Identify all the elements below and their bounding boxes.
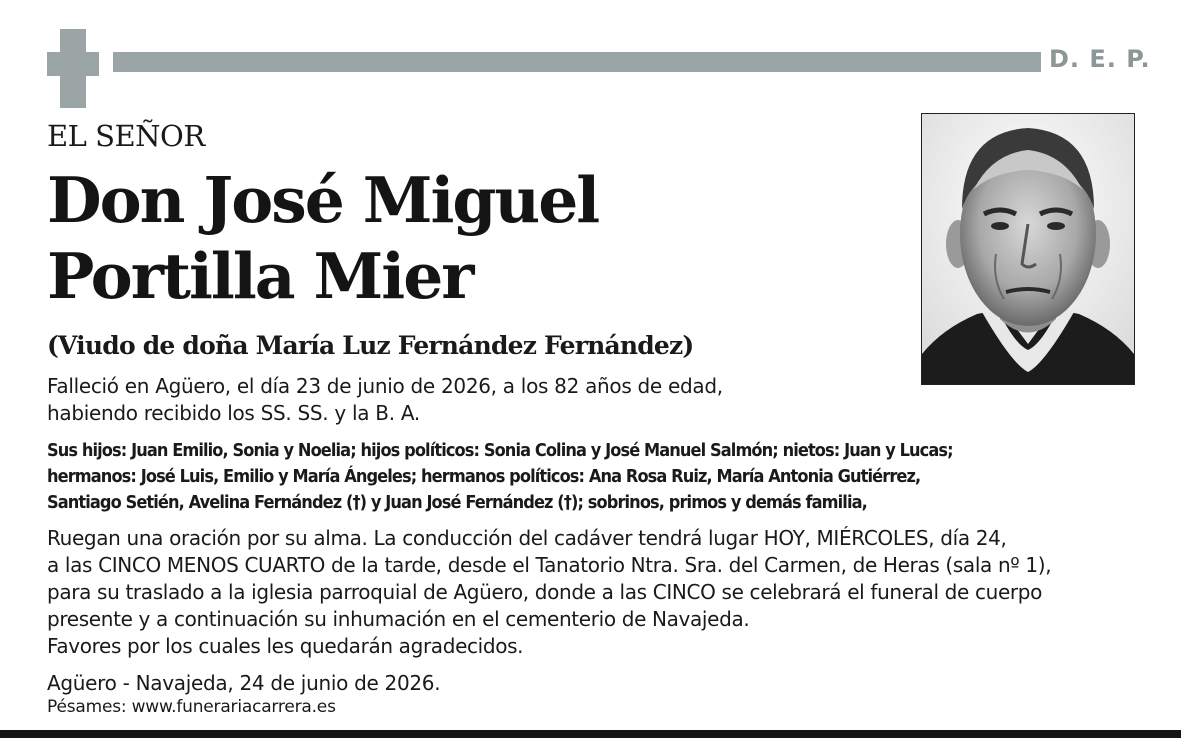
- service-line-1: Ruegan una oración por su alma. La conducción del cadáver tendrá lugar HOY, MIÉRCOLES, día 24,: [47, 526, 1007, 550]
- honorific: EL SEÑOR: [47, 119, 205, 153]
- family-line-1: Sus hijos: Juan Emilio, Sonia y Noelia; hijos políticos: Sonia Colina y José Manuel Salmón; nietos: Juan y Lucas;: [47, 440, 953, 461]
- service-line-5: Favores por los cuales les quedarán agradecidos.: [47, 634, 524, 658]
- condolences-link: Pésames: www.funerariacarrera.es: [47, 697, 336, 717]
- death-line-2: habiendo recibido los SS. SS. y la B. A.: [47, 401, 420, 425]
- header-rule: [113, 52, 1041, 72]
- service-line-4: presente y a continuación su inhumación en el cementerio de Navajeda.: [47, 607, 750, 631]
- death-details: [47, 373, 723, 427]
- widower-of: (Viudo de doña María Luz Fernández Fernández): [47, 331, 694, 360]
- family-list: [47, 438, 1157, 516]
- family-line-3: Santiago Setién, Avelina Fernández (†) y Juan José Fernández (†); sobrinos, primos y demás familia,: [47, 492, 867, 513]
- dep-label: D. E. P.: [1049, 45, 1151, 73]
- name-line-2: Portilla Mier: [47, 239, 473, 313]
- service-line-2: a las CINCO MENOS CUARTO de la tarde, desde el Tanatorio Ntra. Sra. del Carmen, de Heras (sala nº 1),: [47, 553, 1052, 577]
- service-details: [47, 525, 1051, 660]
- family-line-2: hermanos: José Luis, Emilio y María Ángeles; hermanos políticos: Ana Rosa Ruiz, María Antonia Gutiérrez,: [47, 466, 921, 487]
- cross-icon-bar: [47, 52, 99, 76]
- footer-rule: [0, 730, 1181, 738]
- place-date: Agüero - Navajeda, 24 de junio de 2026.: [47, 671, 441, 695]
- deceased-name: [47, 162, 598, 314]
- portrait-image: [922, 114, 1134, 384]
- death-line-1: Falleció en Agüero, el día 23 de junio de 2026, a los 82 años de edad,: [47, 374, 723, 398]
- portrait-photo: [921, 113, 1135, 385]
- name-line-1: Don José Miguel: [47, 163, 599, 237]
- service-line-3: para su traslado a la iglesia parroquial de Agüero, donde a las CINCO se celebrará el funeral de cuerpo: [47, 580, 1043, 604]
